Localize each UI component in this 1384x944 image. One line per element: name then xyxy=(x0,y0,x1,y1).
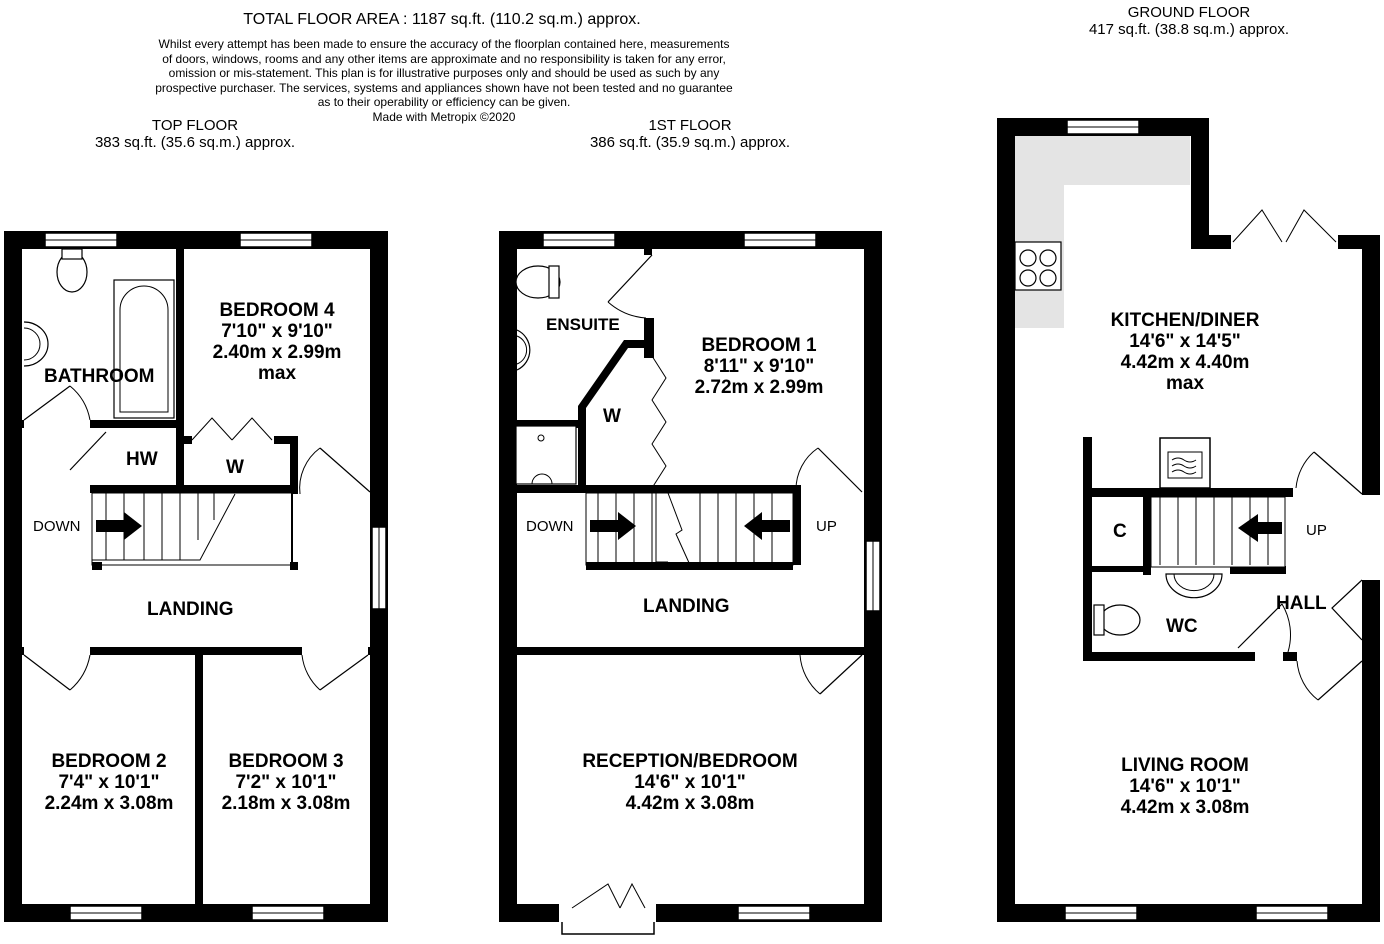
room-label-bedroom3 xyxy=(203,751,369,814)
stair-label-up-first: UP xyxy=(816,518,837,535)
door xyxy=(818,448,862,492)
top-floor-area: 383 sq.ft. (35.6 sq.m.) approx. xyxy=(94,134,296,151)
room-note: max xyxy=(1165,373,1205,394)
door xyxy=(70,432,106,470)
stair-label-up-ground: UP xyxy=(1306,522,1327,539)
room-label-bedroom4 xyxy=(194,300,360,384)
wall xyxy=(1362,235,1380,495)
room-label-hw: HW xyxy=(126,449,158,470)
room-imperial: 14'6" x 10'1" xyxy=(1129,776,1241,797)
room-name: KITCHEN/DINER xyxy=(1110,310,1260,331)
ground-floor-name: GROUND FLOOR xyxy=(1127,4,1251,21)
wall xyxy=(644,318,654,358)
room-metric: 4.42m x 3.08m xyxy=(1120,797,1250,818)
door xyxy=(608,255,652,302)
wall xyxy=(499,231,517,922)
room-imperial: 7'4" x 10'1" xyxy=(58,772,160,793)
room-imperial: 14'6" x 14'5" xyxy=(1129,331,1241,352)
wall xyxy=(1191,118,1209,248)
disclaimer-line: of doors, windows, rooms and any other items are approximate and no responsibility is taken for any error, xyxy=(162,51,726,66)
door xyxy=(300,448,320,494)
room-label-w-top: W xyxy=(226,457,244,478)
room-name: BEDROOM 2 xyxy=(51,751,167,772)
wall xyxy=(1083,488,1293,497)
top-floor-name: TOP FLOOR xyxy=(151,117,239,134)
room-label-w-first: W xyxy=(603,406,621,427)
door xyxy=(1318,661,1362,700)
room-metric: 2.72m x 2.99m xyxy=(694,377,824,398)
wall xyxy=(90,420,184,428)
door xyxy=(800,655,820,694)
room-name: BEDROOM 1 xyxy=(701,335,817,356)
room-metric: 2.24m x 3.08m xyxy=(44,793,174,814)
room-name: BEDROOM 4 xyxy=(219,300,335,321)
door xyxy=(320,655,368,690)
wall xyxy=(176,245,184,485)
room-name: RECEPTION/BEDROOM xyxy=(582,751,798,772)
door xyxy=(1233,210,1336,242)
wall xyxy=(1362,642,1380,922)
disclaimer-line: omission or mis-statement. This plan is for illustrative purposes only and should be used as such by any xyxy=(168,66,720,80)
door xyxy=(796,448,818,490)
wall xyxy=(1092,566,1148,572)
door xyxy=(302,655,320,690)
room-name: BEDROOM 3 xyxy=(228,751,344,772)
room-metric: 4.42m x 4.40m xyxy=(1120,352,1250,373)
sink-icon xyxy=(517,330,530,370)
door xyxy=(70,655,90,690)
room-label-wc: WC xyxy=(1166,616,1198,637)
room-metric: 4.42m x 3.08m xyxy=(625,793,755,814)
first-floor-name: 1ST FLOOR xyxy=(648,117,732,134)
door xyxy=(572,884,645,908)
wall xyxy=(1191,235,1231,249)
wall xyxy=(499,904,559,922)
room-name: LIVING ROOM xyxy=(1121,755,1249,776)
door xyxy=(1297,661,1318,700)
door xyxy=(192,418,272,440)
door xyxy=(1296,452,1314,488)
room-label-c: C xyxy=(1113,521,1127,542)
wall xyxy=(513,647,882,655)
wall xyxy=(180,436,192,444)
room-label-landing-top: LANDING xyxy=(147,599,234,620)
wall xyxy=(1283,652,1297,661)
disclaimer-line: Whilst every attempt has been made to ensure the accuracy of the floorplan contained here, measurements xyxy=(158,37,730,51)
door xyxy=(320,448,370,492)
wall xyxy=(195,655,203,910)
wall xyxy=(90,647,302,655)
disclaimer-line: Made with Metropix ©2020 xyxy=(372,109,516,124)
room-label-hall: HALL xyxy=(1276,593,1327,614)
disclaimer-line: prospective purchaser. The services, systems and appliances shown have not been tested and no guarantee xyxy=(155,80,733,95)
wall xyxy=(368,647,388,655)
wall xyxy=(1083,652,1255,661)
wall xyxy=(4,231,22,922)
wall xyxy=(644,245,652,255)
room-imperial: 7'10" x 9'10" xyxy=(221,321,333,342)
wall xyxy=(4,420,24,428)
door xyxy=(70,386,90,420)
room-label-ensuite: ENSUITE xyxy=(546,315,620,334)
kitchen-counter xyxy=(1014,135,1064,328)
room-metric: 2.18m x 3.08m xyxy=(221,793,351,814)
total-floor-area: TOTAL FLOOR AREA : 1187 sq.ft. (110.2 sq.m.) approx. xyxy=(243,11,641,28)
wall xyxy=(4,647,24,655)
room-metric: 2.40m x 2.99m xyxy=(212,342,342,363)
room-label-bedroom1 xyxy=(668,335,850,398)
wall xyxy=(1143,497,1151,575)
door xyxy=(820,655,862,694)
wall xyxy=(1083,437,1092,661)
wardrobe-door xyxy=(652,356,666,488)
room-label-living xyxy=(1090,755,1280,818)
room-imperial: 8'11" x 9'10" xyxy=(703,356,815,377)
room-imperial: 14'6" x 10'1" xyxy=(634,772,746,793)
room-label-reception xyxy=(560,751,820,814)
first-floor-area: 386 sq.ft. (35.9 sq.m.) approx. xyxy=(589,134,791,151)
room-label-bedroom2 xyxy=(24,751,194,814)
door xyxy=(1332,580,1362,640)
room-label-kitchen xyxy=(1085,310,1285,394)
disclaimer-line: as to their operability or efficiency can be given. xyxy=(317,95,571,109)
door xyxy=(24,655,70,690)
french-door xyxy=(562,922,654,934)
wall xyxy=(1362,580,1380,642)
stair-label-down-first: DOWN xyxy=(526,518,574,535)
room-label-bathroom: BATHROOM xyxy=(44,366,155,387)
wall xyxy=(997,118,1015,922)
ground-floor-area: 417 sq.ft. (38.8 sq.m.) approx. xyxy=(1088,21,1290,38)
room-note: max xyxy=(257,363,297,384)
room-imperial: 7'2" x 10'1" xyxy=(235,772,337,793)
wall xyxy=(90,485,298,493)
door xyxy=(24,386,70,420)
door xyxy=(1314,452,1362,494)
toilet-icon xyxy=(1100,605,1140,635)
room-label-landing-first: LANDING xyxy=(643,596,730,617)
stair-label-down-top: DOWN xyxy=(33,518,81,535)
